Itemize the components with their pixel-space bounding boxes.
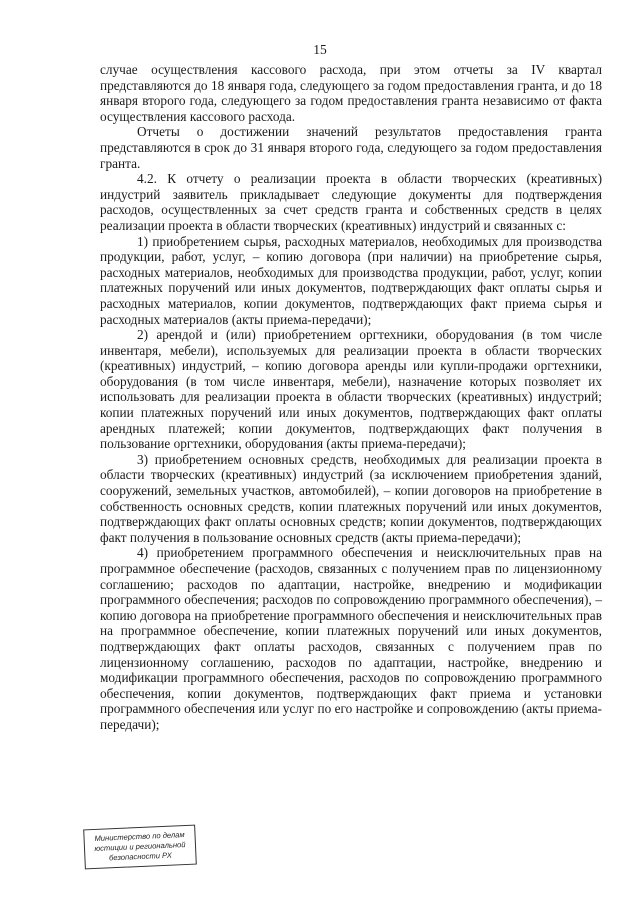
paragraph-7: 4) приобретением программного обеспечения и неисключительных прав на программное обеспечение (расходов, связанных с получением прав по лицензионному соглашению; расходов по адаптации, настройке, внедрению и модификации программного обеспечения; расходов по сопровождению программного обеспечения), – копию договора на приобретение программного обеспечения и неисключительных прав на программное обеспечение, копии платежных поручений или иных документов, подтверждающих факт оплаты расходов, связанных с получением прав по лицензионному соглашению, расходов по адаптации, настройке, внедрению и модификации программного обеспечения, расходов по сопровождению программного обеспечения, копии документов, подтверждающих факт приема и установки программного обеспечения или услуг по его настройке и сопровождению (акты приема-передачи); bbox=[100, 545, 602, 732]
stamp-line-3: безопасности РХ bbox=[108, 850, 173, 863]
document-body bbox=[100, 62, 602, 733]
page-number: 15 bbox=[313, 42, 327, 57]
paragraph-3: 4.2. К отчету о реализации проекта в области творческих (креативных) индустрий заявитель прикладывает следующие документы для подтверждения расходов, осуществленных за счет средств гранта и собственных средств в целях реализации проекта в области творческих (креативных) индустрий и связанных с: bbox=[100, 171, 602, 233]
paragraph-5: 2) арендой и (или) приобретением оргтехники, оборудования (в том числе инвентаря, мебели), используемых для реализации проекта в области творческих (креативных) индустрий, – копию договора аренды или купли-продажи оргтехники, оборудования (в том числе инвентаря, мебели), назначение которых позволяет их использовать для реализации проекта в области творческих (креативных) индустрий; копии платежных поручений или иных документов, подтверждающих факт оплаты арендных платежей; копии документов, подтверждающих факт получения в пользование оргтехники, оборудования (акты приема-передачи); bbox=[100, 327, 602, 452]
paragraph-4: 1) приобретением сырья, расходных материалов, необходимых для производства продукции, работ, услуг, – копию договора (при наличии) на приобретение сырья, расходных материалов, необходимых для производства продукции, работ, услуг, копии платежных поручений или иных документов, подтверждающих факт оплаты сырья и расходных материалов, копии документов, подтверждающих факт приема сырья и расходных материалов (акты приема-передачи); bbox=[100, 233, 602, 327]
paragraph-2: Отчеты о достижении значений результатов предоставления гранта представляются в срок до 31 января второго года, следующего за годом предоставления гранта. bbox=[100, 124, 602, 171]
paragraph-1: случае осуществления кассового расхода, при этом отчеты за IV квартал представляются до 18 января года, следующего за годом предоставления гранта, и до 18 января второго года, следующего за годом предоставления гранта независимо от факта осуществления кассового расхода. bbox=[100, 62, 602, 124]
paragraph-6: 3) приобретением основных средств, необходимых для реализации проекта в области творческих (креативных) индустрий (за исключением приобретения зданий, сооружений, земельных участков, автомобилей), – копии договоров на приобретение в собственность основных средств, копии платежных поручений или иных документов, подтверждающих факт оплаты основных средств; копии документов, подтверждающих факт получения в пользование основных средств (акты приема-передачи); bbox=[100, 451, 602, 545]
stamp-line-1: Министерство по делам bbox=[94, 830, 185, 843]
ministry-stamp bbox=[83, 825, 197, 870]
stamp-line-2: юстиции и региональной bbox=[94, 840, 186, 853]
